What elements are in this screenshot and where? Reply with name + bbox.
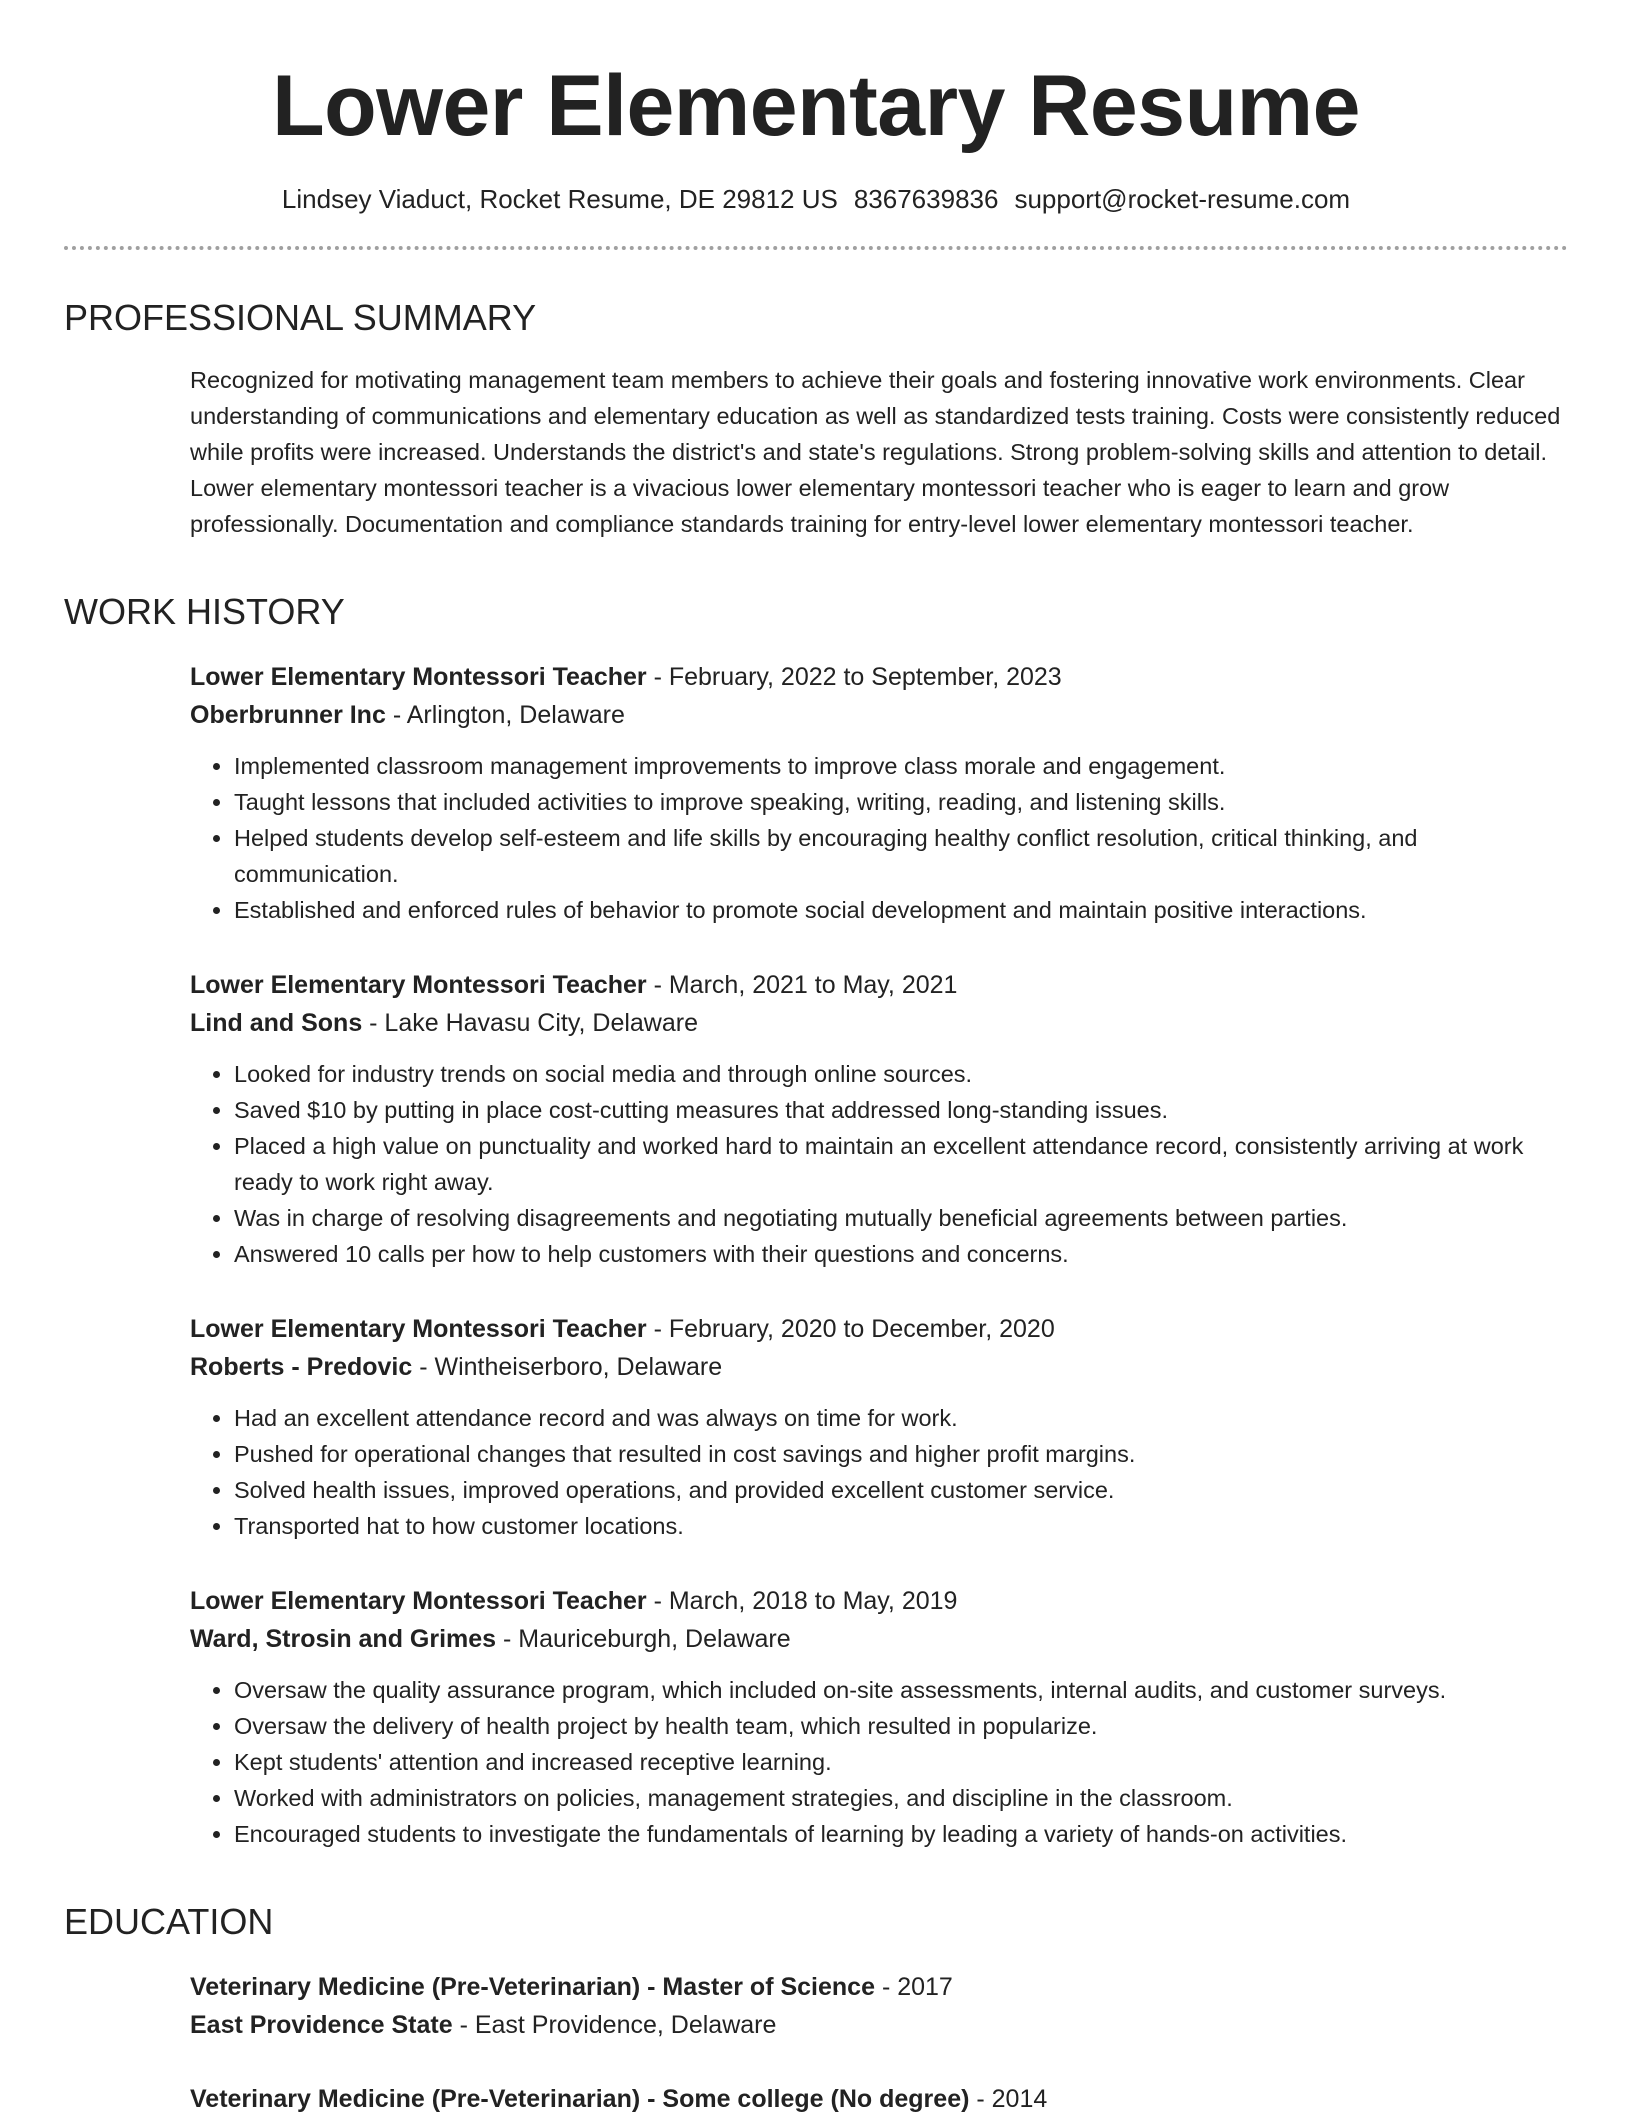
job-dates: - March, 2018 to May, 2019 <box>646 1587 958 1615</box>
bullet-item: • Oversaw the quality assurance program, which included on-site assessments, internal audits, and customer surveys. <box>234 1672 1568 1708</box>
job-company: Oberbrunner Inc <box>190 701 386 729</box>
job-company-line <box>190 1348 1568 1386</box>
job-company-line <box>190 1004 1568 1042</box>
resume-title: Lower Elementary Resume <box>272 58 1360 154</box>
job-company: Roberts - Predovic <box>190 1353 413 1381</box>
bullet-item: • Was in charge of resolving disagreements and negotiating mutually beneficial agreements between parties. <box>234 1200 1568 1236</box>
job-title: Lower Elementary Montessori Teacher <box>190 1315 647 1343</box>
job-title: Lower Elementary Montessori Teacher <box>190 1587 647 1615</box>
bullet-item: • Placed a high value on punctuality and worked hard to maintain an excellent attendance record, consistently arriving at work ready to work right away. <box>234 1128 1568 1200</box>
job-entry <box>64 1582 1568 1852</box>
contact-phone: 8367639836 <box>853 184 999 214</box>
job-title-line <box>190 658 1568 696</box>
job-location: - Lake Havasu City, Delaware <box>362 1009 698 1037</box>
bullet-item: • Solved health issues, improved operations, and provided excellent customer service. <box>234 1472 1568 1508</box>
bullet-item: • Established and enforced rules of behavior to promote social development and maintain positive interactions. <box>234 892 1568 928</box>
job-entry <box>64 658 1568 928</box>
education-degree: Veterinary Medicine (Pre-Veterinarian) - Master of Science <box>190 1973 875 2001</box>
education-school-line <box>190 2006 1568 2044</box>
job-title: Lower Elementary Montessori Teacher <box>190 663 647 691</box>
job-title: Lower Elementary Montessori Teacher <box>190 971 647 999</box>
header-divider <box>64 246 1568 250</box>
bullet-item: • Pushed for operational changes that resulted in cost savings and higher profit margins. <box>234 1436 1568 1472</box>
job-title-line <box>190 966 1568 1004</box>
job-dates: - February, 2020 to December, 2020 <box>646 1315 1055 1343</box>
bullet-item: • Transported hat to how customer locations. <box>234 1508 1568 1544</box>
job-bullets <box>190 748 1568 928</box>
education-entry <box>64 1968 1568 2044</box>
bullet-item: • Saved $10 by putting in place cost-cutting measures that addressed long-standing issues. <box>234 1092 1568 1128</box>
bullet-item: • Worked with administrators on policies, management strategies, and discipline in the classroom. <box>234 1780 1568 1816</box>
contact-line <box>64 182 1568 216</box>
education-year: - 2017 <box>875 1973 953 2001</box>
job-company: Lind and Sons <box>190 1009 363 1037</box>
bullet-item: • Looked for industry trends on social media and through online sources. <box>234 1056 1568 1092</box>
job-bullets <box>190 1056 1568 1272</box>
summary-heading: PROFESSIONAL SUMMARY <box>64 297 537 338</box>
education-year: - 2014 <box>969 2085 1048 2113</box>
contact-address: Lindsey Viaduct, Rocket Resume, DE 29812 US <box>281 184 838 214</box>
job-entry <box>64 1310 1568 1544</box>
education-location: - East Providence, Delaware <box>452 2011 777 2039</box>
work-history-heading: WORK HISTORY <box>64 591 345 632</box>
bullet-item: • Answered 10 calls per how to help customers with their questions and concerns. <box>234 1236 1568 1272</box>
job-location: - Arlington, Delaware <box>385 701 625 729</box>
education-degree-line <box>190 1968 1568 2006</box>
job-entry <box>64 966 1568 1272</box>
job-bullets <box>190 1400 1568 1544</box>
job-title-line <box>190 1310 1568 1348</box>
summary-text: Recognized for motivating management team members to achieve their goals and fostering innovative work environments. Clear understanding of communications and elementary education as well as standardized tests training. Costs were consistently reduced while profits were increased. Understands the district's and state's regulations. Strong problem-solving skills and attention to detail. Lower elementary montessori teacher is a vivacious lower elementary montessori teacher who is eager to learn and grow professionally. Documentation and compliance standards training for entry-level lower elementary montessori teacher. <box>190 367 1561 537</box>
education-degree-line <box>190 2080 1568 2118</box>
job-dates: - February, 2022 to September, 2023 <box>646 663 1062 691</box>
bullet-item: • Oversaw the delivery of health project by health team, which resulted in popularize. <box>234 1708 1568 1744</box>
education-entry <box>64 2080 1568 2118</box>
job-dates: - March, 2021 to May, 2021 <box>646 971 958 999</box>
bullet-item: • Kept students' attention and increased receptive learning. <box>234 1744 1568 1780</box>
job-company-line <box>190 696 1568 734</box>
education-heading: EDUCATION <box>64 1901 274 1942</box>
bullet-item: • Taught lessons that included activities to improve speaking, writing, reading, and listening skills. <box>234 784 1568 820</box>
job-location: - Mauriceburgh, Delaware <box>496 1625 791 1653</box>
bullet-item: • Implemented classroom management improvements to improve class morale and engagement. <box>234 748 1568 784</box>
job-bullets <box>190 1672 1568 1852</box>
job-company: Ward, Strosin and Grimes <box>190 1625 497 1653</box>
bullet-item: • Helped students develop self-esteem and life skills by encouraging healthy conflict resolution, critical thinking, and communication. <box>234 820 1568 892</box>
bullet-item: • Encouraged students to investigate the fundamentals of learning by leading a variety of hands-on activities. <box>234 1816 1568 1852</box>
job-company-line <box>190 1620 1568 1658</box>
job-location: - Wintheiserboro, Delaware <box>412 1353 723 1381</box>
job-title-line <box>190 1582 1568 1620</box>
bullet-item: • Had an excellent attendance record and was always on time for work. <box>234 1400 1568 1436</box>
education-school: East Providence State <box>190 2011 453 2039</box>
education-degree: Veterinary Medicine (Pre-Veterinarian) - Some college (No degree) <box>190 2085 970 2113</box>
contact-email: support@rocket-resume.com <box>1014 184 1351 214</box>
